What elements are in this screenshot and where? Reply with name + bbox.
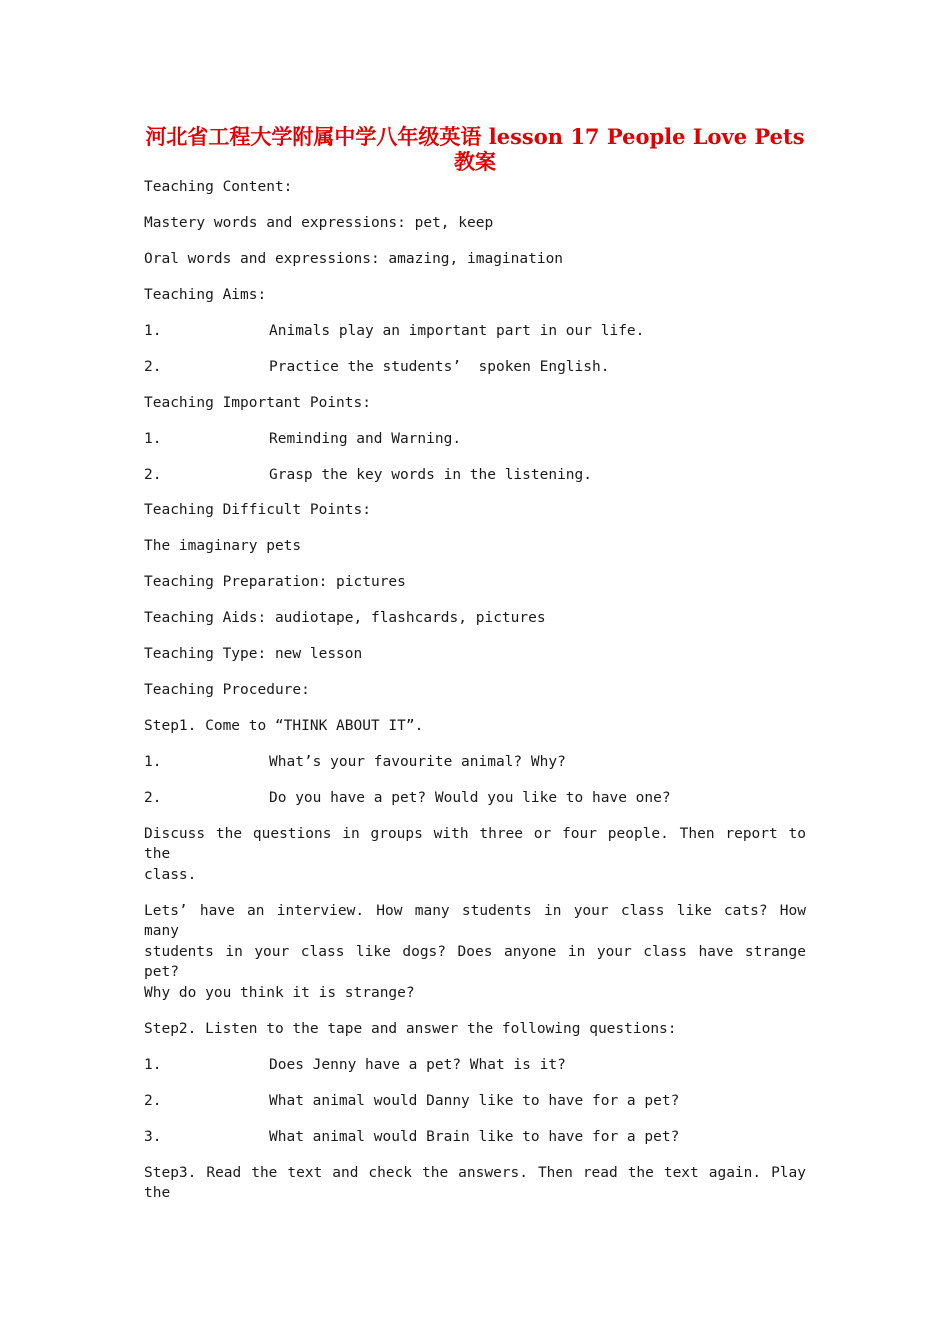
list-item-text: Grasp the key words in the listening. [269,467,593,483]
step2-heading: Step2. Listen to the tape and answer the following questions: [144,1021,677,1037]
teaching-content-heading: Teaching Content: [144,179,293,195]
title-line-1: 河北省工程大学附属中学八年级英语 lesson 17 People Love Pets [145,124,805,149]
list-item-number: 1. [144,754,162,770]
paragraph-line: Why do you think it is strange? [144,985,415,1001]
list-item-text: What animal would Brain like to have for a pet? [269,1129,680,1145]
step1-heading: Step1. Come to “THINK ABOUT IT”. [144,718,424,734]
list-item-number: 1. [144,323,162,339]
list-item-text: Animals play an important part in our life. [269,323,645,339]
list-item-text: What’s your favourite animal? Why? [269,754,566,770]
list-item-number: 2. [144,1093,162,1109]
difficult-point-text: The imaginary pets [144,538,302,554]
teaching-procedure-heading: Teaching Procedure: [144,682,310,698]
teaching-preparation-line: Teaching Preparation: pictures [144,574,406,590]
list-item-number: 1. [144,1057,162,1073]
list-item-number: 2. [144,467,162,483]
title-line-2: 教案 [454,149,496,174]
list-item-number: 1. [144,431,162,447]
paragraph-line: students in your class like dogs? Does anyone in your class have strange pet? [144,944,806,980]
difficult-points-heading: Teaching Difficult Points: [144,502,371,518]
paragraph-line: class. [144,867,197,883]
teaching-type-line: Teaching Type: new lesson [144,646,363,662]
teaching-aims-heading: Teaching Aims: [144,287,267,303]
list-item-text: Reminding and Warning. [269,431,462,447]
step3-line: Step3. Read the text and check the answers. Then read the text again. Play the [144,1165,806,1201]
important-points-heading: Teaching Important Points: [144,395,371,411]
oral-words-line: Oral words and expressions: amazing, imagination [144,251,564,267]
teaching-aids-line: Teaching Aids: audiotape, flashcards, pictures [144,610,546,626]
list-item-text: Does Jenny have a pet? What is it? [269,1057,566,1073]
paragraph-line: Lets’ have an interview. How many students in your class like cats? How many [144,903,806,939]
mastery-words-line: Mastery words and expressions: pet, keep [144,215,494,231]
list-item-number: 2. [144,359,162,375]
list-item-number: 3. [144,1129,162,1145]
list-item-text: Do you have a pet? Would you like to have one? [269,790,671,806]
list-item-text: What animal would Danny like to have for a pet? [269,1093,680,1109]
paragraph-line: Discuss the questions in groups with three or four people. Then report to the [144,826,806,862]
list-item-text: Practice the students’ spoken English. [269,359,610,375]
list-item-number: 2. [144,790,162,806]
